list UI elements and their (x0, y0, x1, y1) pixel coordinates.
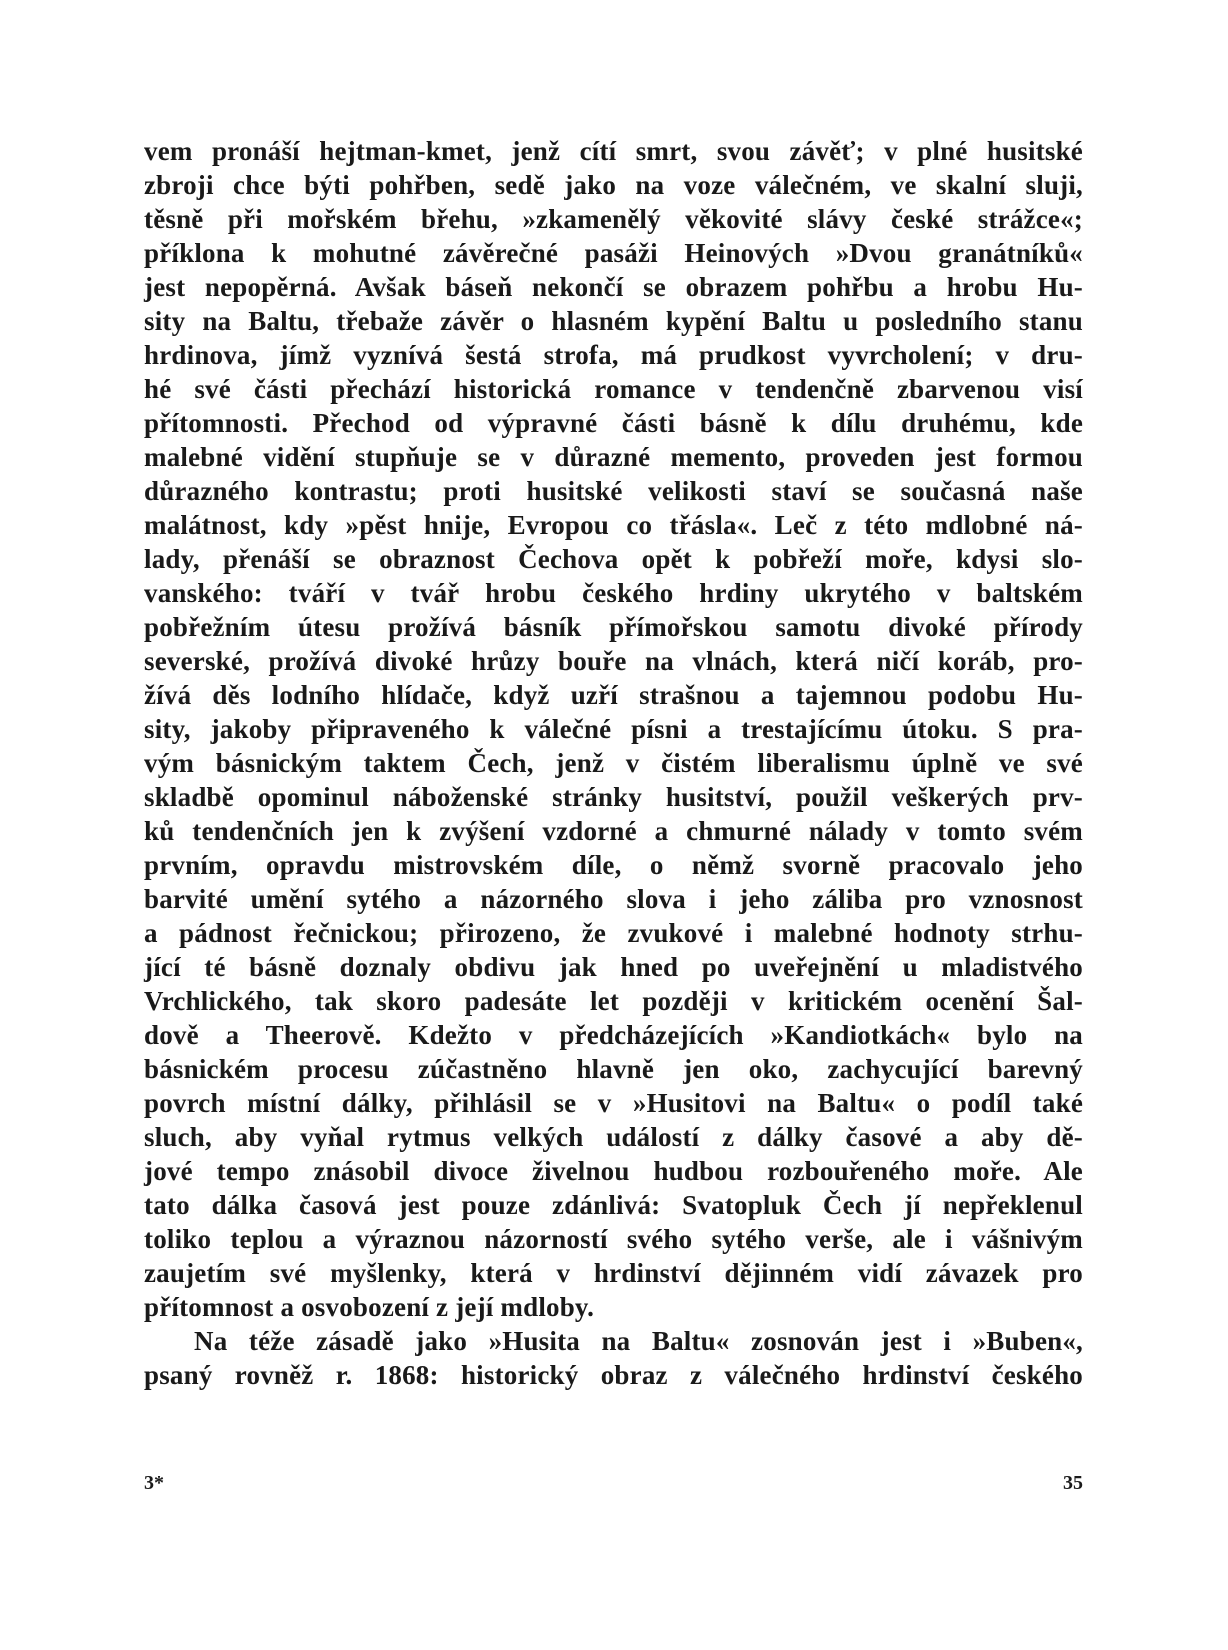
text-line: hé své části přechází historická romance v tendenčně zbarvenou visí (144, 374, 1083, 404)
text-line: tato dálka časová jest pouze zdánlivá: Svatopluk Čech jí nepřeklenul (144, 1190, 1083, 1220)
text-line: psaný rovněž r. 1868: historický obraz z válečného hrdinství českého (144, 1360, 1083, 1390)
text-line: Na téže zásadě jako »Husita na Baltu« zosnován jest i »Buben«, (194, 1326, 1083, 1356)
text-line: pobřežním útesu prožívá básník přímořskou samotu divoké přírody (144, 612, 1083, 642)
text-line: prvním, opravdu mistrovském díle, o němž svorně pracovalo jeho (144, 850, 1083, 880)
text-line: povrch místní dálky, přihlásil se v »Husitovi na Baltu« o podíl také (144, 1088, 1083, 1118)
text-line: přítomnost a osvobození z její mdloby. (144, 1292, 595, 1322)
text-line: vým básnickým taktem Čech, jenž v čistém liberalismu úplně ve své (144, 748, 1083, 778)
text-line: severské, prožívá divoké hrůzy bouře na vlnách, která ničí koráb, pro- (144, 646, 1083, 676)
text-line: příklona k mohutné závěrečné pasáži Heinových »Dvou granátníků« (144, 238, 1083, 268)
body-text (144, 134, 1083, 1392)
text-line: lady, přenáší se obraznost Čechova opět k pobřeží moře, kdysi slo- (144, 544, 1083, 574)
text-line: přítomnosti. Přechod od výpravné části básně k dílu druhému, kde (144, 408, 1083, 438)
text-line: skladbě opominul náboženské stránky husitství, použil veškerých prv- (144, 782, 1083, 812)
text-line: jové tempo znásobil divoce živelnou hudbou rozbouřeného moře. Ale (144, 1156, 1083, 1186)
text-line: důrazného kontrastu; proti husitské velikosti staví se současná naše (144, 476, 1083, 506)
text-line: vanského: tváří v tvář hrobu českého hrdiny ukrytého v baltském (144, 578, 1083, 608)
text-line: Vrchlického, tak skoro padesáte let později v kritickém ocenění Šal- (144, 986, 1083, 1016)
text-line: malebné vidění stupňuje se v důrazné memento, proveden jest formou (144, 442, 1083, 472)
text-line: zaujetím své myšlenky, která v hrdinství dějinném vidí závazek pro (144, 1258, 1083, 1288)
page-number: 35 (1063, 1472, 1083, 1494)
text-line: ků tendenčních jen k zvýšení vzdorné a chmurné nálady v tomto svém (144, 816, 1083, 846)
text-line: vem pronáší hejtman-kmet, jenž cítí smrt, svou závěť; v plné husitské (144, 136, 1083, 166)
text-line: malátnost, kdy »pěst hnije, Evropou co třásla«. Leč z této mdlobné ná- (144, 510, 1083, 540)
text-line: barvité umění sytého a názorného slova i jeho záliba pro vznosnost (144, 884, 1083, 914)
signature-mark: 3* (144, 1472, 164, 1494)
text-line: zbroji chce býti pohřben, sedě jako na voze válečném, ve skalní sluji, (144, 170, 1083, 200)
text-line: dově a Theerově. Kdežto v předcházejících »Kandiotkách« bylo na (144, 1020, 1083, 1050)
text-line: těsně při mořském břehu, »zkamenělý věkovité slávy české strážce«; (144, 204, 1083, 234)
text-line: sity, jakoby připraveného k válečné písni a trestajícímu útoku. S pra- (144, 714, 1083, 744)
text-line: a pádnost řečnickou; přirozeno, že zvukové i malebné hodnoty strhu- (144, 918, 1083, 948)
text-line: žívá děs lodního hlídače, když uzří strašnou a tajemnou podobu Hu- (144, 680, 1083, 710)
text-line: jest nepopěrná. Avšak báseň nekončí se obrazem pohřbu a hrobu Hu- (144, 272, 1083, 302)
text-line: sity na Baltu, třebaže závěr o hlasném kypění Baltu u posledního stanu (144, 306, 1083, 336)
page-footer (144, 1472, 1083, 1502)
text-line: básnickém procesu zúčastněno hlavně jen oko, zachycující barevný (144, 1054, 1083, 1084)
text-line: hrdinova, jímž vyznívá šestá strofa, má prudkost vyvrcholení; v dru- (144, 340, 1083, 370)
text-line: jící té básně doznaly obdivu jak hned po uveřejnění u mladistvého (144, 952, 1083, 982)
text-line: toliko teplou a výraznou názorností svého sytého verše, ale i vášnivým (144, 1224, 1083, 1254)
text-line: sluch, aby vyňal rytmus velkých událostí z dálky časové a aby dě- (144, 1122, 1083, 1152)
